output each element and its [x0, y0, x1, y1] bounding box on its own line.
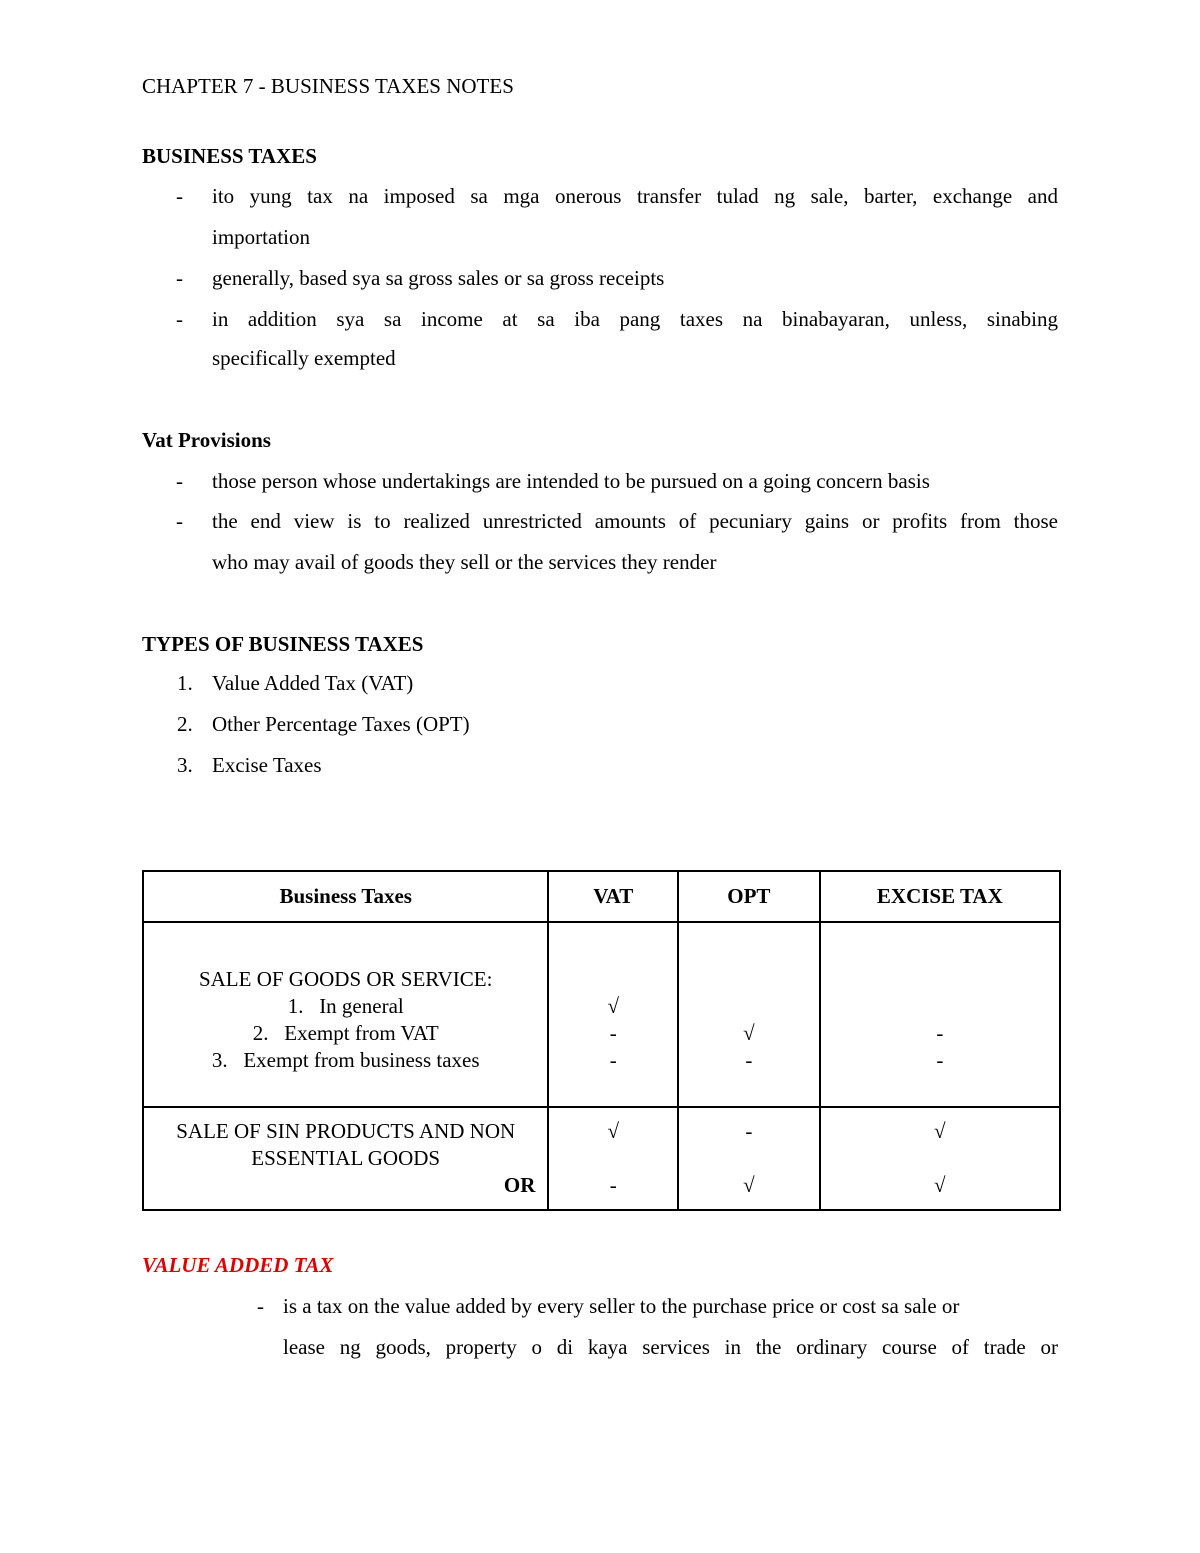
table-cell-sale-of-goods	[143, 922, 548, 1107]
dash-mark: -	[745, 1047, 753, 1072]
page-title: CHAPTER 7 - BUSINESS TAXES NOTES	[142, 74, 514, 98]
section-heading-types: TYPES OF BUSINESS TAXES	[142, 632, 424, 656]
list-item-continued: importation	[212, 225, 310, 249]
table-header-cell: EXCISE TAX	[820, 871, 1060, 922]
cell-subitem: 1. In general	[287, 993, 404, 1018]
section-heading-value-added-tax: VALUE ADDED TAX	[142, 1253, 334, 1277]
bullet-dash: -	[257, 1294, 264, 1318]
dash-mark: -	[609, 1020, 617, 1045]
table-header-row	[143, 871, 1060, 922]
cell-title: SALE OF GOODS OR SERVICE:	[198, 966, 493, 991]
table-row	[143, 922, 1060, 1107]
list-item: generally, based sya sa gross sales or sa gross receipts	[212, 266, 665, 290]
dash-mark: -	[936, 1047, 944, 1072]
table-cell-excise	[820, 1107, 1060, 1210]
empty-mark	[679, 993, 819, 1020]
check-mark: √	[607, 993, 619, 1018]
cell-subitem: 3. Exempt from business taxes	[211, 1047, 480, 1072]
bullet-dash: -	[176, 509, 183, 533]
table-cell-sin-products	[143, 1107, 548, 1210]
dash-mark: -	[936, 1020, 944, 1045]
table-cell-vat	[548, 1107, 678, 1210]
section-heading-business-taxes: BUSINESS TAXES	[142, 144, 317, 168]
bullet-dash: -	[176, 184, 183, 208]
list-item-continued: specifically exempted	[212, 346, 396, 370]
check-mark: √	[743, 1173, 755, 1197]
list-item-continued: lease ng goods, property o di kaya services in the ordinary course of trade or	[283, 1335, 1058, 1359]
list-item: Other Percentage Taxes (OPT)	[212, 712, 470, 736]
table-header-cell: Business Taxes	[143, 871, 548, 922]
dash-mark: -	[609, 1047, 617, 1072]
bullet-dash: -	[176, 469, 183, 493]
table-header-cell: VAT	[548, 871, 678, 922]
list-number: 1.	[177, 671, 193, 695]
bullet-dash: -	[176, 307, 183, 331]
table-header-cell: OPT	[678, 871, 820, 922]
list-number: 2.	[177, 712, 193, 736]
table-cell-vat	[548, 922, 678, 1107]
empty-mark	[821, 993, 1059, 1020]
list-item: Value Added Tax (VAT)	[212, 671, 414, 695]
list-item-continued: who may avail of goods they sell or the services they render	[212, 550, 717, 574]
list-item: ito yung tax na imposed sa mga onerous transfer tulad ng sale, barter, exchange and	[212, 184, 1058, 208]
list-item: is a tax on the value added by every seller to the purchase price or cost sa sale or	[283, 1294, 960, 1318]
check-mark: √	[743, 1020, 755, 1045]
cell-text: SALE OF SIN PRODUCTS AND NON	[176, 1119, 516, 1143]
cell-text: ESSENTIAL GOODS	[251, 1146, 441, 1170]
cell-subitem: 2. Exempt from VAT	[252, 1020, 439, 1045]
or-label: OR	[503, 1173, 536, 1197]
dash-mark: -	[609, 1173, 617, 1197]
check-mark: √	[934, 1119, 946, 1143]
section-heading-vat-provisions: Vat Provisions	[142, 428, 271, 452]
bullet-dash: -	[176, 266, 183, 290]
check-mark: √	[934, 1173, 946, 1197]
list-number: 3.	[177, 753, 193, 777]
table-cell-excise	[820, 922, 1060, 1107]
list-item: those person whose undertakings are intended to be pursued on a going concern basis	[212, 469, 930, 493]
list-item: in addition sya sa income at sa iba pang taxes na binabayaran, unless, sinabing	[212, 307, 1058, 331]
dash-mark: -	[745, 1119, 753, 1143]
table-row	[143, 1107, 1060, 1210]
check-mark: √	[607, 1119, 619, 1143]
list-item: Excise Taxes	[212, 753, 322, 777]
table-cell-opt	[678, 1107, 820, 1210]
business-taxes-table	[142, 870, 1061, 1211]
table-cell-opt	[678, 922, 820, 1107]
list-item: the end view is to realized unrestricted amounts of pecuniary gains or profits from those	[212, 509, 1058, 533]
